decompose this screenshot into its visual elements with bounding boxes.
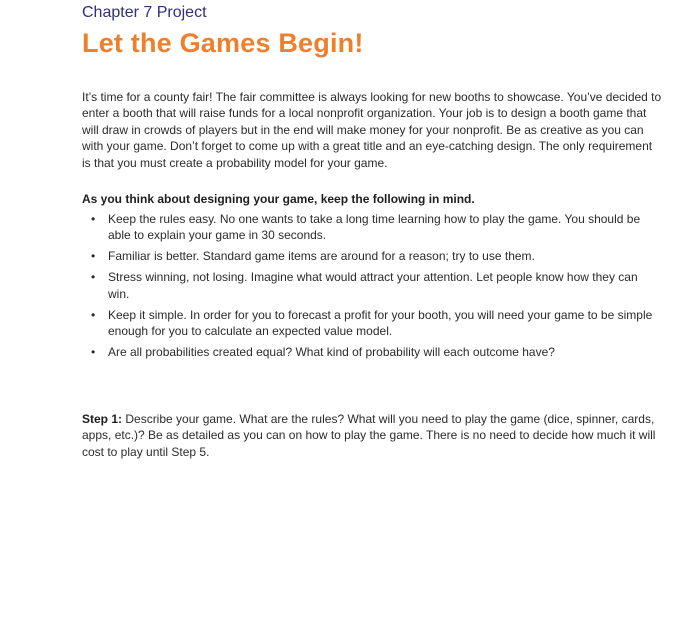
- bullet-icon: •: [91, 307, 96, 322]
- list-item-text: Are all probabilities created equal? What kind of probability will each outcome have?: [108, 345, 555, 360]
- step-1-text: Describe your game. What are the rules? What will you need to play the game (dice, spinner, cards, apps, etc.)? Be as detailed as you can on how to play the game. There is no need to decide how much it will cost to play until Step 5.: [82, 412, 656, 459]
- bullet-icon: •: [91, 345, 96, 360]
- list-item: [82, 307, 662, 340]
- list-item-text: Keep the rules easy. No one wants to take a long time learning how to play the game. You should be able to explain your game in 30 seconds.: [108, 212, 641, 243]
- intro-paragraph: It’s time for a county fair! The fair committee is always looking for new booths to showcase. You’ve decided to enter a booth that will raise funds for a local nonprofit organization. Your job is to design a booth game that will draw in crowds of players but in the end will make money for your nonprofit. Be as creative as you can with your game. Don’t forget to come up with a great title and an eye-catching design. The only requirement is that you must create a probability model for your game.: [82, 90, 662, 170]
- chapter-label: Chapter 7 Project: [82, 4, 207, 21]
- guidelines-list: [82, 211, 662, 365]
- list-item: [82, 248, 662, 264]
- list-item: [82, 344, 662, 360]
- step-1-paragraph: [82, 411, 662, 460]
- page-title: Let the Games Begin!: [82, 28, 364, 58]
- bullet-icon: •: [91, 270, 96, 285]
- list-item-text: Keep it simple. In order for you to forecast a profit for your booth, you will need your game to be simple enough for you to calculate an expected value model.: [108, 307, 653, 339]
- list-item-text: Stress winning, not losing. Imagine what would attract your attention. Let people know how they can win.: [108, 270, 638, 301]
- bullet-icon: •: [91, 212, 96, 226]
- guidelines-heading: As you think about designing your game, keep the following in mind.: [82, 192, 475, 206]
- list-item-text: Familiar is better. Standard game items are around for a reason; try to use them.: [108, 249, 535, 264]
- bullet-icon: •: [91, 249, 96, 264]
- list-item: [82, 211, 662, 244]
- list-item: [82, 269, 662, 302]
- step-1-label: Step 1:: [82, 412, 123, 426]
